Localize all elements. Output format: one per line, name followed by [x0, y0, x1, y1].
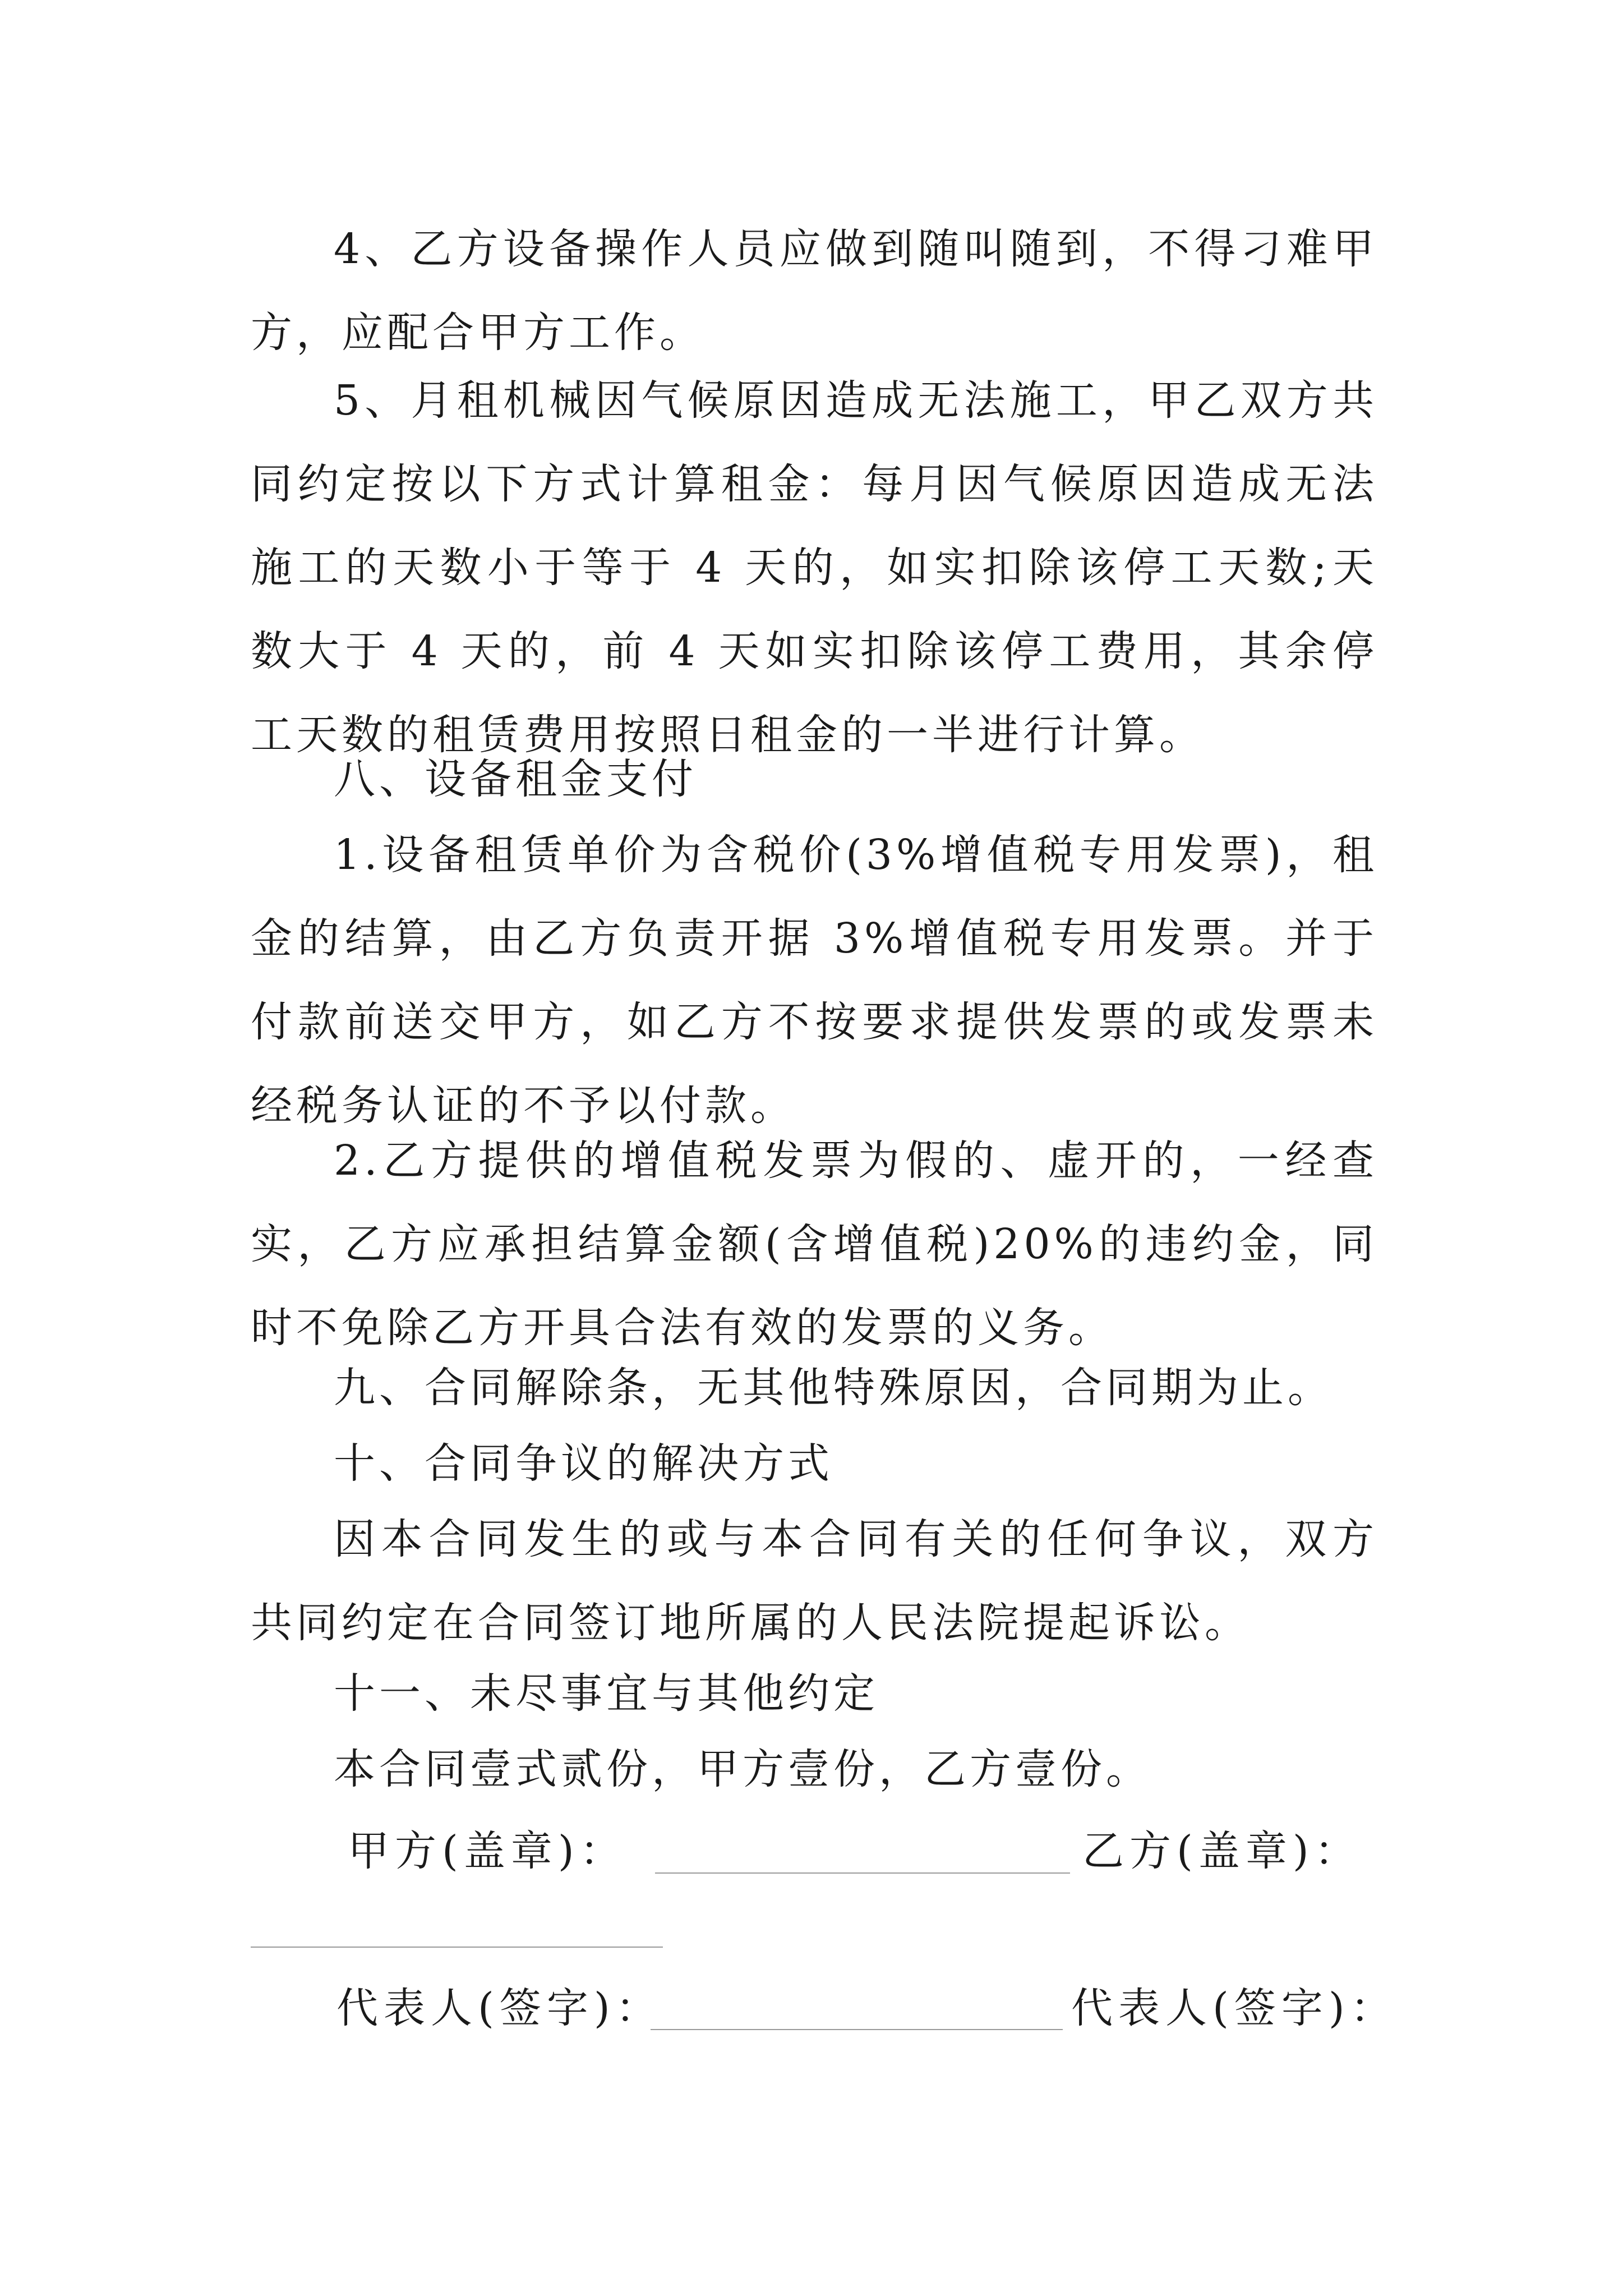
section-10-body: 因本合同发生的或与本合同有关的任何争议，双方共同约定在合同签订地所属的人民法院提起诉讼。: [251, 1515, 1378, 1647]
clause-4: 4、乙方设备操作人员应做到随叫随到，不得刁难甲方，应配合甲方工作。: [251, 225, 1378, 357]
clause-5: 5、月租机械因气候原因造成无法施工，甲乙双方共同约定按以下方式计算租金：每月因气候原因造成无法施工的天数小于等于 4 天的，如实扣除该停工天数;天数大于 4 天的，前 4 天如实扣除该停工费用，其余停工天数的租赁费用按照日租金的一半进行计算。: [251, 376, 1378, 759]
section-8-item-1: 1.设备租赁单价为含税价(3%增值税专用发票)，租金的结算，由乙方负责开据 3%增值税专用发票。并于付款前送交甲方，如乙方不按要求提供发票的或发票未经税务认证的不予以付款。: [251, 831, 1378, 1130]
party-a-rep-label: 代表人(签字)：: [336, 1984, 663, 2032]
party-a-seal-line: [655, 1872, 1070, 1874]
party-a-rep-line: [651, 2029, 1063, 2030]
section-9: 九、合同解除条，无其他特殊原因，合同期为止。: [334, 1364, 1333, 1412]
party-b-rep-label: 代表人(签字)：: [1071, 1984, 1398, 2032]
section-8-item-2: 2.乙方提供的增值税发票为假的、虚开的，一经查实，乙方应承担结算金额(含增值税)20%的违约金，同时不免除乙方开具合法有效的发票的义务。: [251, 1137, 1378, 1352]
party-a-seal-label: 甲方(盖章)：: [348, 1827, 627, 1875]
section-11-heading: 十一、未尽事宜与其他约定: [334, 1669, 879, 1718]
party-b-seal-line: [251, 1947, 663, 1948]
section-8-heading: 八、设备租金支付: [334, 755, 697, 803]
section-10-heading: 十、合同争议的解决方式: [334, 1439, 833, 1488]
party-b-seal-label: 乙方(盖章)：: [1082, 1827, 1362, 1875]
section-11-body: 本合同壹式贰份，甲方壹份，乙方壹份。: [334, 1745, 1151, 1793]
